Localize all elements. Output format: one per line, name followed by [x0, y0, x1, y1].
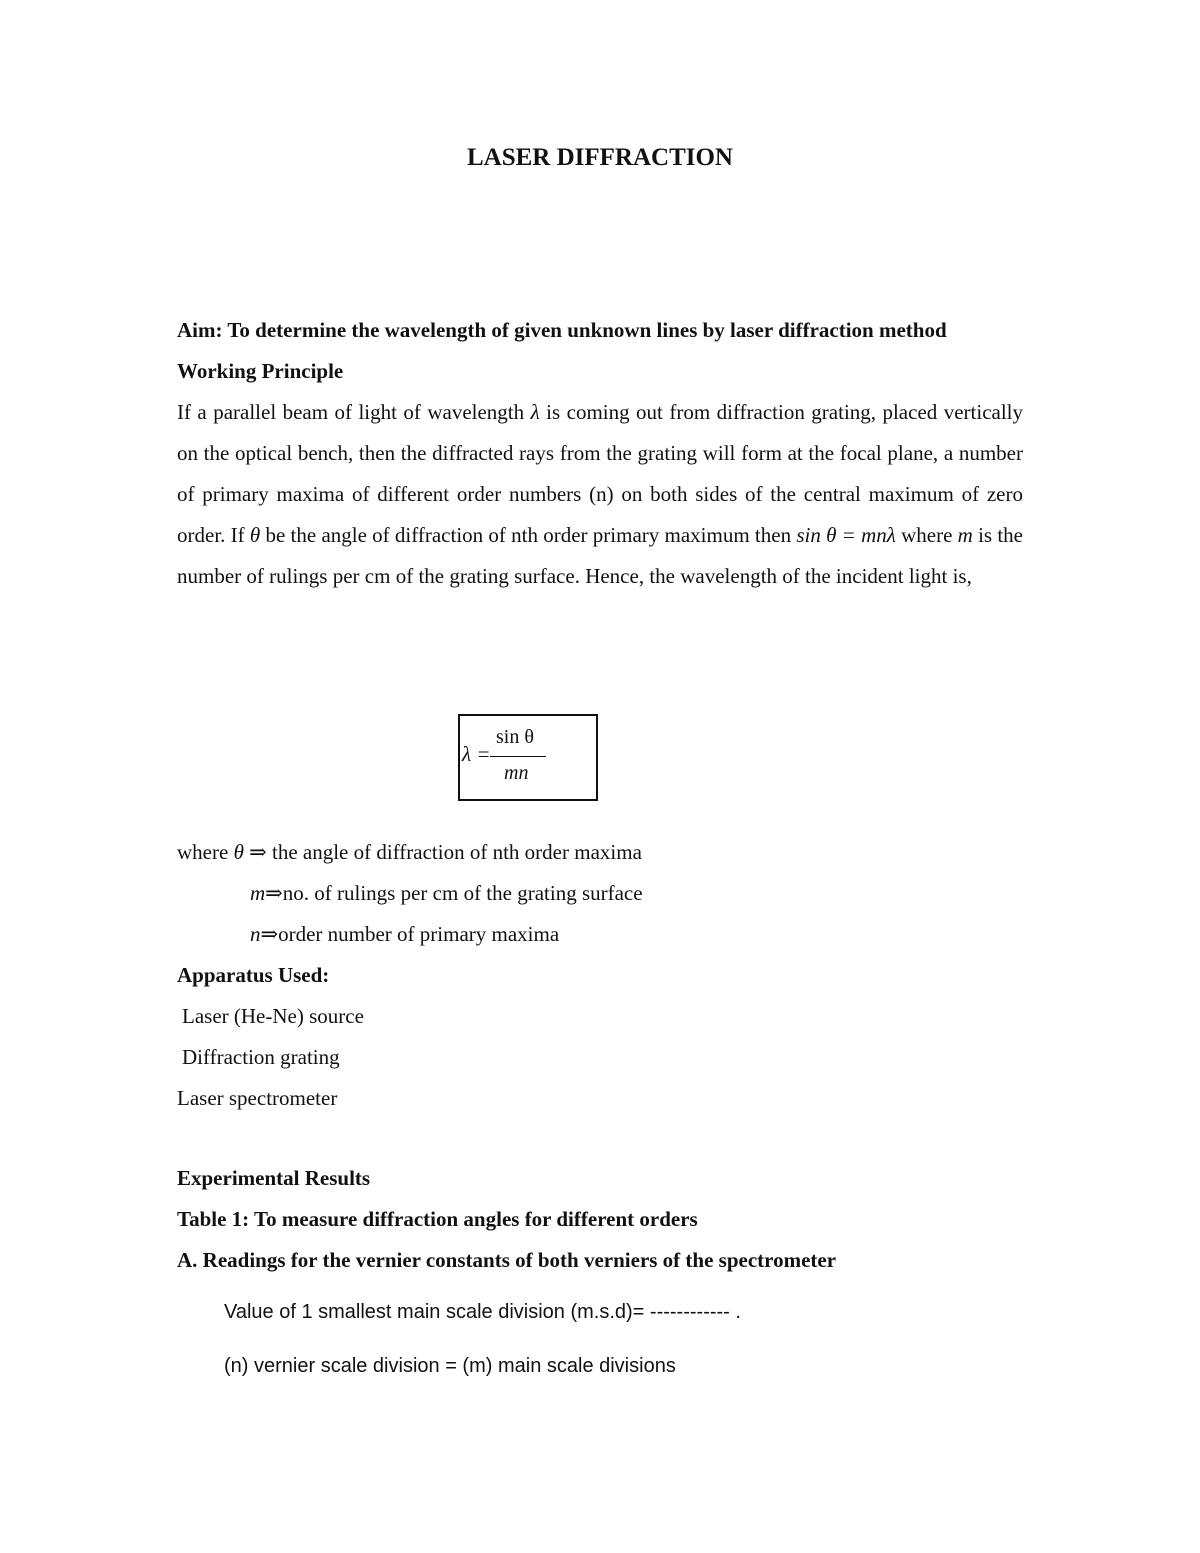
fraction-bar: [490, 756, 546, 757]
m-def-symbol: m: [250, 881, 266, 905]
aim-statement: Aim: To determine the wavelength of given unknown lines by laser diffraction method: [177, 318, 947, 342]
working-principle-heading: Working Principle: [177, 359, 344, 383]
wp-text-5: is the number of rulings per cm of the grating surface. Hence, the wavelength of the incident light is,: [177, 523, 1024, 588]
wp-text-3: be the angle of diffraction of nth order primary maximum then: [265, 523, 792, 547]
where-prefix: where: [177, 840, 229, 864]
theta-definition: ⇒ the angle of diffraction of nth order maxima: [249, 840, 642, 864]
experimental-results-heading: Experimental Results: [177, 1166, 371, 1190]
lambda-symbol: λ: [530, 400, 540, 424]
m-symbol: m: [957, 523, 973, 547]
theta-symbol: θ: [249, 523, 261, 547]
section-spacer: [177, 1119, 1023, 1158]
formula-denominator: mn: [504, 762, 529, 784]
apparatus-heading: Apparatus Used:: [177, 963, 330, 987]
apparatus-item: Laser spectrometer: [177, 1086, 338, 1110]
vsd-relation-line: (n) vernier scale division = (m) main scale divisions: [224, 1355, 676, 1377]
inline-equation: sin θ = mnλ: [796, 523, 896, 547]
intro-section: [177, 310, 1023, 597]
theta-def-symbol: θ: [233, 840, 244, 864]
section-a-heading: A. Readings for the vernier constants of both verniers of the spectrometer: [177, 1248, 837, 1272]
working-principle-paragraph: [177, 392, 1023, 597]
n-def-symbol: n: [250, 922, 261, 946]
where-theta-line: [177, 832, 1023, 873]
wp-text-4: where: [901, 523, 953, 547]
definitions-and-apparatus: [177, 832, 1023, 1281]
wp-text-2: is coming out from diffraction grating, placed vertically on the optical bench, then the diffracted rays from the grating will form at the focal plane, a number of primary maxima of different order numbers (n) on both sides of the central maximum of zero order. If: [177, 400, 1024, 547]
where-n-line: [177, 914, 1023, 955]
msd-value-line: Value of 1 smallest main scale division (m.s.d)= ------------ .: [224, 1301, 741, 1323]
table-title: Table 1: To measure diffraction angles for different orders: [177, 1207, 698, 1231]
apparatus-item: Diffraction grating: [182, 1045, 340, 1069]
page-title: LASER DIFFRACTION: [466, 144, 733, 171]
formula-numerator: sin θ: [496, 726, 534, 748]
wavelength-formula-box: [458, 714, 598, 801]
formula-lhs: λ =: [462, 742, 491, 766]
m-definition: ⇒no. of rulings per cm of the grating surface: [265, 881, 643, 905]
n-definition: ⇒order number of primary maxima: [260, 922, 560, 946]
apparatus-item: Laser (He-Ne) source: [182, 1004, 364, 1028]
where-m-line: [177, 873, 1023, 914]
vernier-constants: [224, 1297, 741, 1381]
wp-text-1: If a parallel beam of light of wavelength: [177, 400, 525, 424]
